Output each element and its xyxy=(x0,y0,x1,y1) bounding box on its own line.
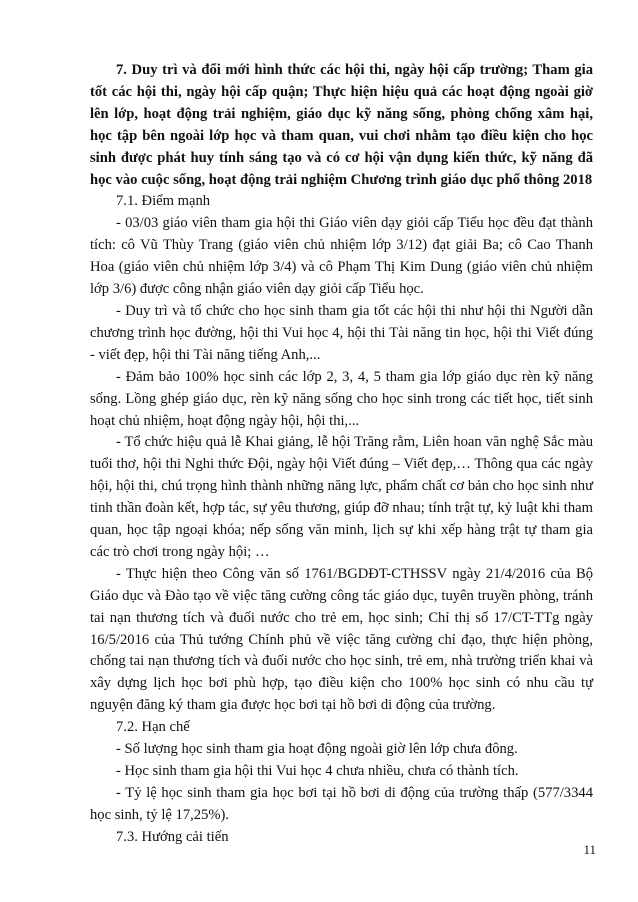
page-number: 11 xyxy=(583,842,596,857)
strengths-paragraph: - Thực hiện theo Công văn số 1761/BGDĐT-CTHSSV ngày 21/4/2016 của Bộ Giáo dục và Đào tạo về việc tăng cường công tác giáo dục, tuyên truyền phòng, tránh tai nạn thương tích và đuối nước cho trẻ em, học sinh; Chỉ thị số 17/CT-TTg ngày 16/5/2016 của Thủ tướng Chính phủ về việc tăng cường chỉ đạo, thực hiện phòng, chống tai nạn thương tích và đuối nước cho học sinh, trẻ em, nhà trường triển khai và xây dựng lịch học bơi phù hợp, tạo điều kiện cho 100% học sinh có nhu cầu tự nguyện đăng ký tham gia được học bơi tại hồ bơi di động của trường. xyxy=(90,565,593,714)
improvement-title: 7.3. Hướng cải tiến xyxy=(116,828,229,845)
limitations-paragraph: - Học sinh tham gia hội thi Vui học 4 chưa nhiều, chưa có thành tích. xyxy=(116,763,519,779)
page-content xyxy=(90,60,593,849)
limitations-paragraph: - Số lượng học sinh tham gia hoạt động ngoài giờ lên lớp chưa đông. xyxy=(116,741,518,758)
strengths-paragraph: - Đảm bảo 100% học sinh các lớp 2, 3, 4, 5 tham gia lớp giáo dục rèn kỹ năng sống. Lồng ghép giáo dục, rèn kỹ năng sống cho học sinh trong các tiết học, tiết sinh hoạt chủ nhiệm, hoạt động ngày hội, hội thi,... xyxy=(90,368,593,429)
strengths-title: 7.1. Điểm mạnh xyxy=(116,193,211,210)
strengths-paragraph: - 03/03 giáo viên tham gia hội thi Giáo viên dạy giỏi cấp Tiểu học đều đạt thành tích: cô Vũ Thùy Trang (giáo viên chủ nhiệm lớp 3/12) đạt giải Ba; cô Cao Thanh Hoa (giáo viên chủ nhiệm lớp 3/4) và cô Phạm Thị Kim Dung (giáo viên chủ nhiệm lớp 3/6) được công nhận giáo viên dạy giỏi cấp Tiểu học. xyxy=(90,215,593,298)
limitations-paragraph: - Tỷ lệ học sinh tham gia học bơi tại hồ bơi di động của trường thấp (577/3344 học sinh, tỷ lệ 17,25%). xyxy=(90,784,593,823)
section-heading: 7. Duy trì và đổi mới hình thức các hội thi, ngày hội cấp trường; Tham gia tốt các hội thi, ngày hội cấp quận; Thực hiện hiệu quả các hoạt động ngoài giờ lên lớp, hoạt động trải nghiệm, giáo dục kỹ năng sống, phòng chống xâm hại, học tập bên ngoài lớp học và tham quan, vui chơi nhằm tạo điều kiện cho học sinh được phát huy tính sáng tạo và có cơ hội vận dụng kiến thức, kỹ năng đã học vào cuộc sống, hoạt động trải nghiệm Chương trình giáo dục phổ thông 2018 xyxy=(90,62,593,188)
limitations-title: 7.2. Hạn chế xyxy=(116,719,190,736)
strengths-paragraph: - Tổ chức hiệu quả lễ Khai giảng, lễ hội Trăng rằm, Liên hoan văn nghệ Sắc màu tuổi thơ, hội thi Nghi thức Đội, ngày hội Viết đúng – Viết đẹp,… Thông qua các ngày hội, hội thi, chú trọng hình thành những năng lực, phẩm chất cơ bản cho học sinh như tinh thần đoàn kết, hợp tác, sự yêu thương, giúp đỡ nhau; tính trật tự, kỷ luật khi tham quan, học tập ngoại khóa; nếp sống văn minh, lịch sự khi xếp hàng trật tự tham gia các trò chơi trong ngày hội; … xyxy=(90,434,593,560)
strengths-paragraph: - Duy trì và tổ chức cho học sinh tham gia tốt các hội thi như hội thi Người dẫn chương trình học đường, hội thi Vui học 4, hội thi Tài năng tin học, hội thi Viết đúng - viết đẹp, hội thi Tài năng tiếng Anh,... xyxy=(90,302,593,363)
